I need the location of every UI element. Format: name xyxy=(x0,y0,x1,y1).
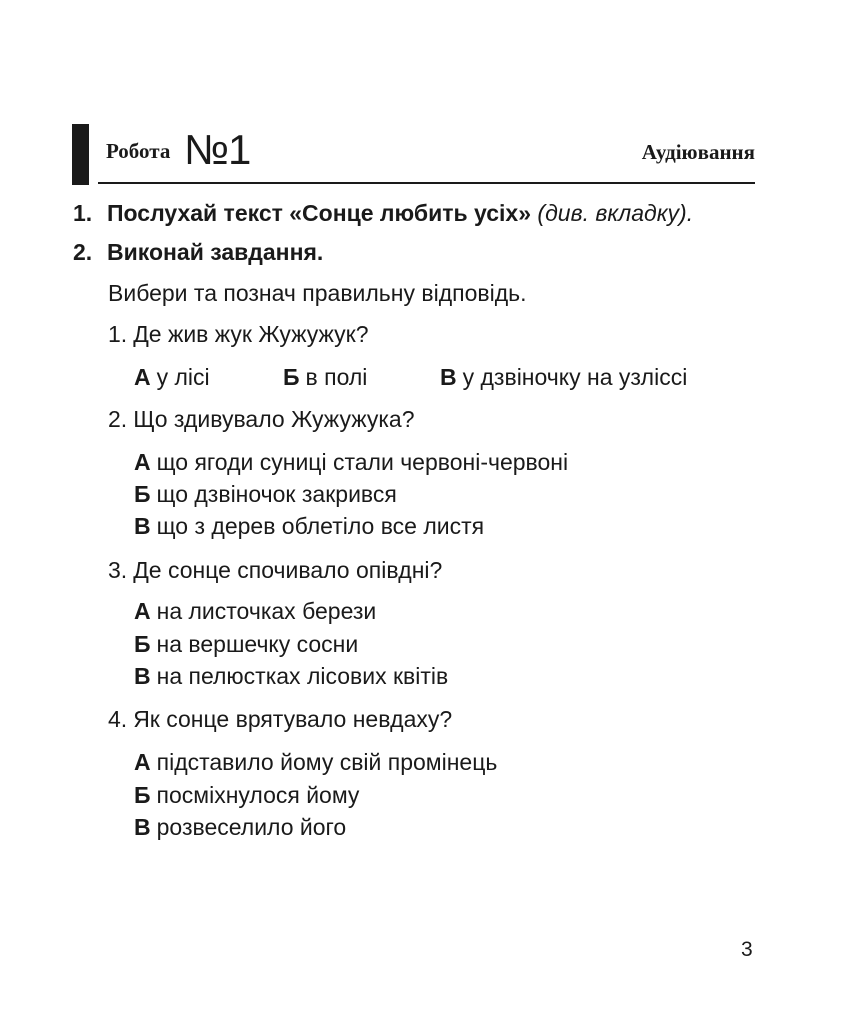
answer-option-b[interactable] xyxy=(134,631,358,658)
option-text: що з дерев облетіло все листя xyxy=(156,513,485,539)
question-number: 1. xyxy=(108,321,128,347)
question-number: 3. xyxy=(108,557,128,583)
answer-option-c[interactable] xyxy=(134,513,484,540)
question-number: 2. xyxy=(108,406,128,432)
answer-option-a[interactable] xyxy=(134,598,376,625)
option-text: на вершечку сосни xyxy=(156,631,359,657)
option-letter: В xyxy=(134,513,151,539)
option-letter: В xyxy=(440,364,457,390)
option-letter: В xyxy=(134,814,151,840)
answer-option-b[interactable] xyxy=(134,481,397,508)
option-letter: Б xyxy=(283,364,300,390)
task-reference: (див. вкладку). xyxy=(537,200,694,226)
question-number: 4. xyxy=(108,706,128,732)
answer-option-a[interactable] xyxy=(134,449,568,476)
answer-option-a[interactable] xyxy=(134,749,497,776)
question-text: Де сонце спочивало опівдні? xyxy=(133,557,443,583)
option-text: що ягоди суниці стали червоні-червоні xyxy=(156,449,569,475)
header-label: Робота xyxy=(106,139,171,163)
answer-option-b[interactable] xyxy=(283,364,367,391)
option-text: посміхнулося йому xyxy=(156,782,360,808)
task-text: Виконай завдання. xyxy=(107,239,324,265)
instruction-text: Вибери та познач правильну відповідь. xyxy=(108,280,527,306)
option-letter: А xyxy=(134,364,151,390)
option-text: розвеселило його xyxy=(156,814,347,840)
question-text: Як сонце врятувало невдаху? xyxy=(133,706,453,732)
answer-option-c[interactable] xyxy=(134,814,346,841)
question-3 xyxy=(108,557,442,584)
question-2 xyxy=(108,406,415,433)
header-divider xyxy=(98,182,755,184)
header-section-title: Аудіювання xyxy=(641,140,755,164)
task-number: 1. xyxy=(73,200,93,226)
answer-option-c[interactable] xyxy=(134,663,448,690)
option-text: що дзвіночок закрився xyxy=(156,481,397,507)
option-text: підставило йому свій промінець xyxy=(156,749,498,775)
question-text: Де жив жук Жужужук? xyxy=(133,321,369,347)
page-number: 3 xyxy=(741,938,753,961)
task-2 xyxy=(73,239,323,266)
option-letter: А xyxy=(134,598,151,624)
answer-option-c[interactable] xyxy=(440,364,687,391)
answer-option-b[interactable] xyxy=(134,782,359,809)
option-text: в полі xyxy=(305,364,368,390)
task-1 xyxy=(73,200,693,227)
option-text: на пелюстках лісових квітів xyxy=(156,663,449,689)
answer-option-a[interactable] xyxy=(134,364,210,391)
option-text: у лісі xyxy=(156,364,210,390)
option-letter: В xyxy=(134,663,151,689)
option-letter: Б xyxy=(134,782,151,808)
header-number: №1 xyxy=(184,126,251,173)
option-text: у дзвіночку на узліссі xyxy=(462,364,688,390)
question-4 xyxy=(108,706,452,733)
option-letter: А xyxy=(134,449,151,475)
option-letter: Б xyxy=(134,631,151,657)
header-marker-bar xyxy=(72,124,89,185)
option-letter: Б xyxy=(134,481,151,507)
task-number: 2. xyxy=(73,239,93,265)
question-1 xyxy=(108,321,369,348)
option-text: на листочках берези xyxy=(156,598,377,624)
option-letter: А xyxy=(134,749,151,775)
question-text: Що здивувало Жужужука? xyxy=(133,406,415,432)
task-text: Послухай текст «Сонце любить усіх» xyxy=(107,200,532,226)
